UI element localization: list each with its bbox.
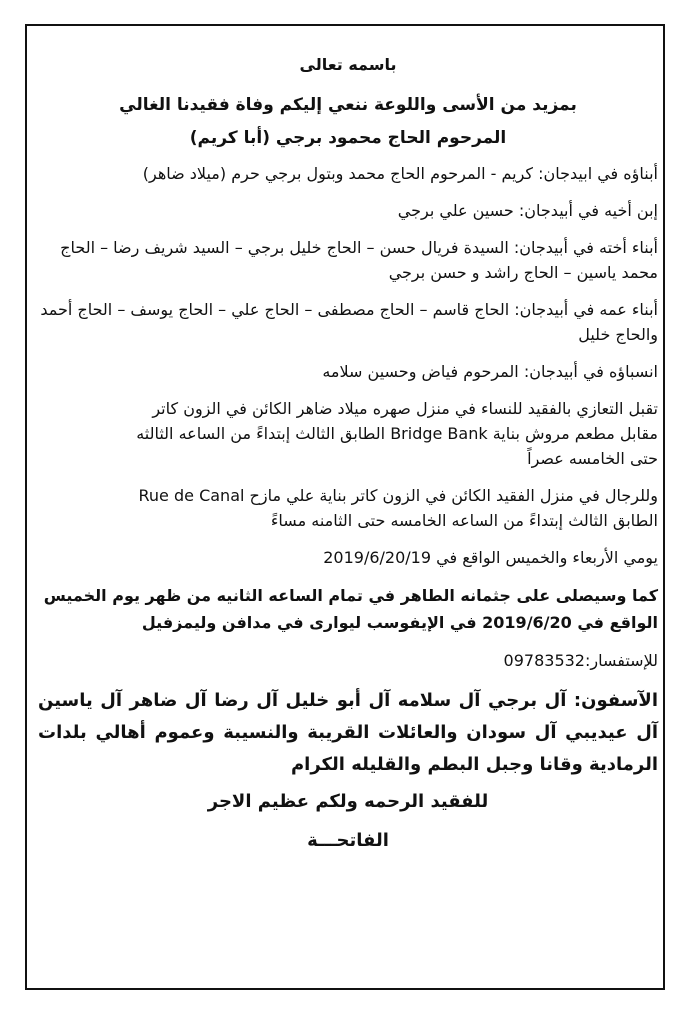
women-line-3: حتى الخامسه عصراً	[527, 449, 658, 468]
opening-line: باسمه تعالى	[299, 55, 397, 74]
inquiry-label: للإستفسار:	[584, 651, 658, 670]
women-condolences-paragraph	[38, 396, 658, 471]
street-name: Rue de Canal	[138, 486, 245, 505]
days-line: يومي الأربعاء والخميس الواقع في 2019/6/20/19	[323, 548, 658, 567]
closing-line: للفقيد الرحمه ولكم عظيم الاجر	[207, 791, 489, 812]
fatiha-line: الفاتحـــة	[307, 830, 389, 851]
funeral-paragraph: كما وسيصلى على جثمانه الطاهر في تمام الساعه الثانيه من ظهر يوم الخميس الواقع في 2019/6/20 في الإيفوسب ليوارى في مدافن وليمزفيل	[43, 586, 658, 632]
deceased-name: المرحوم الحاج محمود برجي (أبا كريم)	[189, 128, 507, 148]
men-line-1	[38, 483, 658, 508]
women-line-1: تقبل التعازي بالفقيد للنساء في منزل صهره ميلاد ضاهر الكائن في الزون كاتر	[152, 399, 658, 418]
women-line-2	[38, 421, 658, 446]
men-line-2: الطابق الثالث إبتداءً من الساعه الخامسه حتى الثامنه مساءً	[270, 511, 658, 530]
inquiry-phone: 09783532	[503, 651, 585, 670]
nephew-paragraph: إبن أخيه في أبيدجان: حسين علي برجي	[397, 201, 658, 220]
in-laws-paragraph: انسباؤه في أبيدجان: المرحوم فياض وحسين سلامه	[322, 362, 658, 381]
men-line-1-text: وللرجال في منزل الفقيد الكائن في الزون كاتر بناية علي مازح	[249, 486, 658, 505]
women-line-2-end: الطابق الثالث إبتداءً من الساعه الثالثه	[136, 424, 386, 443]
sons-paragraph: أبناؤه في ابيدجان: كريم - المرحوم الحاج محمد وبتول برجي حرم (ميلاد ضاهر)	[142, 164, 658, 183]
obituary-notice	[38, 30, 658, 853]
mourners-paragraph: الآسفون: آل برجي آل سلامه آل أبو خليل آل رضا آل ضاهر آل ياسين آل عيديبي آل سودان والعائلات القريبة والنسيبة وعموم أهالي بلدات الرمادية وقانا وجبل البطم والقليله الكرام	[38, 690, 658, 775]
building-name: Bridge Bank	[390, 424, 488, 443]
sister-children-paragraph: أبناء أخته في أبيدجان: السيدة فريال حسن – الحاج خليل برجي – السيد شريف رضا – الحاج محمد ياسين – الحاج راشد و حسن برجي	[60, 238, 658, 282]
men-condolences-paragraph	[38, 483, 658, 533]
inquiry-line	[38, 648, 658, 673]
women-line-2-start: مقابل مطعم مروش بناية	[492, 424, 658, 443]
cousins-paragraph: أبناء عمه في أبيدجان: الحاج قاسم – الحاج مصطفى – الحاج علي – الحاج يوسف – الحاج أحمد والحاج خليل	[40, 300, 658, 344]
announcement-line: بمزيد من الأسى واللوعة ننعي إليكم وفاة فقيدنا الغالي	[119, 95, 577, 115]
